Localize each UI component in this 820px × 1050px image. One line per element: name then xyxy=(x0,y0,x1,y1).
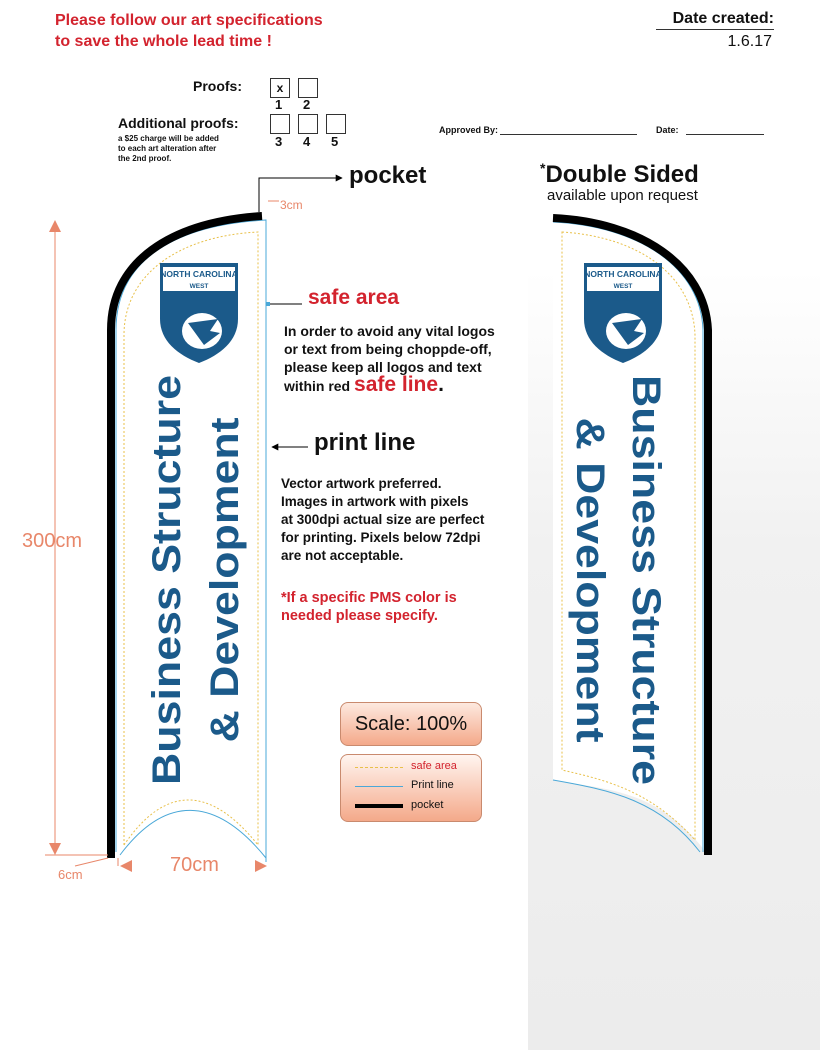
safe-text-line-3: please keep all logos and text xyxy=(284,359,482,375)
double-sided-title-text: Double Sided xyxy=(545,161,699,188)
proof-checkbox-1[interactable]: x xyxy=(270,78,290,98)
safe-text-line-1: In order to avoid any vital logos xyxy=(284,323,495,339)
proofs-label: Proofs: xyxy=(193,78,242,94)
additional-proofs-label: Additional proofs: xyxy=(118,115,239,131)
left-school-line-2: WEST xyxy=(189,283,209,290)
note-line-1: a $25 charge will be added xyxy=(118,134,219,143)
safe-text-line-2: or text from being choppde-off, xyxy=(284,341,492,357)
print-text-line-3: at 300dpi actual size are perfect xyxy=(281,512,485,527)
print-text-line-2: Images in artwork with pixels xyxy=(281,494,469,509)
height-arrow-top xyxy=(49,220,61,232)
right-flag-text-line-2: & Development xyxy=(568,417,612,709)
safe-area-leader-tick xyxy=(266,302,270,306)
safe-line-emphasis: safe line xyxy=(354,373,439,396)
proof-number-1: 1 xyxy=(275,97,283,112)
left-flag-text-line-1: Business Structure xyxy=(145,418,189,785)
print-text-line-1: Vector artwork preferred. xyxy=(281,476,442,491)
height-arrow-bottom xyxy=(49,843,61,855)
date-created-value: 1.6.17 xyxy=(727,33,772,50)
safe-area-label: safe area xyxy=(308,286,400,309)
date-created-label: Date created: xyxy=(656,10,774,30)
double-sided-asterisk: * xyxy=(540,160,546,176)
approval-date-label: Date: xyxy=(656,125,679,135)
proof-number-2: 2 xyxy=(303,97,311,112)
scale-box: Scale: 100% xyxy=(340,702,482,746)
proof-number-3: 3 xyxy=(275,134,283,149)
right-school-line-1: NORTH CAROLINA xyxy=(584,269,662,279)
notice-line-1: Please follow our art specifications xyxy=(55,12,323,29)
safe-text-line-4: within red xyxy=(284,378,351,394)
note-line-2: to each art alteration after xyxy=(118,144,217,153)
right-flag-text-line-1: Business Structure xyxy=(624,375,668,742)
proof-number-4: 4 xyxy=(303,134,311,149)
width-arrow-right xyxy=(255,860,267,872)
pole-dim-leader xyxy=(75,858,108,866)
legend-pocket-label: pocket xyxy=(411,799,444,811)
print-text-line-5: are not acceptable. xyxy=(281,548,404,563)
pms-line-1: *If a specific PMS color is xyxy=(281,590,457,606)
legend-safe-label: safe area xyxy=(411,760,457,772)
approved-by-label: Approved By: xyxy=(439,125,499,135)
width-arrow-left xyxy=(120,860,132,872)
pms-line-2: needed please specify. xyxy=(281,608,438,624)
height-dim-label: 300cm xyxy=(22,530,83,552)
legend-print-label: Print line xyxy=(411,779,454,791)
notice-line-2: to save the whole lead time ! xyxy=(55,33,272,50)
print-line-label: print line xyxy=(314,429,416,456)
pocket-label: pocket xyxy=(349,162,427,189)
double-sided-subtitle: available upon request xyxy=(547,187,698,204)
pocket-3cm-dim: 3cm xyxy=(280,198,303,212)
note-line-3: the 2nd proof. xyxy=(118,154,172,163)
proof-number-5: 5 xyxy=(331,134,339,149)
right-school-line-2: WEST xyxy=(613,283,633,290)
width-dim-label: 70cm xyxy=(170,854,219,876)
left-flag-text-line-2: & Development xyxy=(203,451,247,743)
safe-line-period: . xyxy=(438,373,444,396)
pole-dim-label: 6cm xyxy=(58,867,83,882)
print-text-line-4: for printing. Pixels below 72dpi xyxy=(281,530,481,545)
left-school-line-1: NORTH CAROLINA xyxy=(160,269,238,279)
